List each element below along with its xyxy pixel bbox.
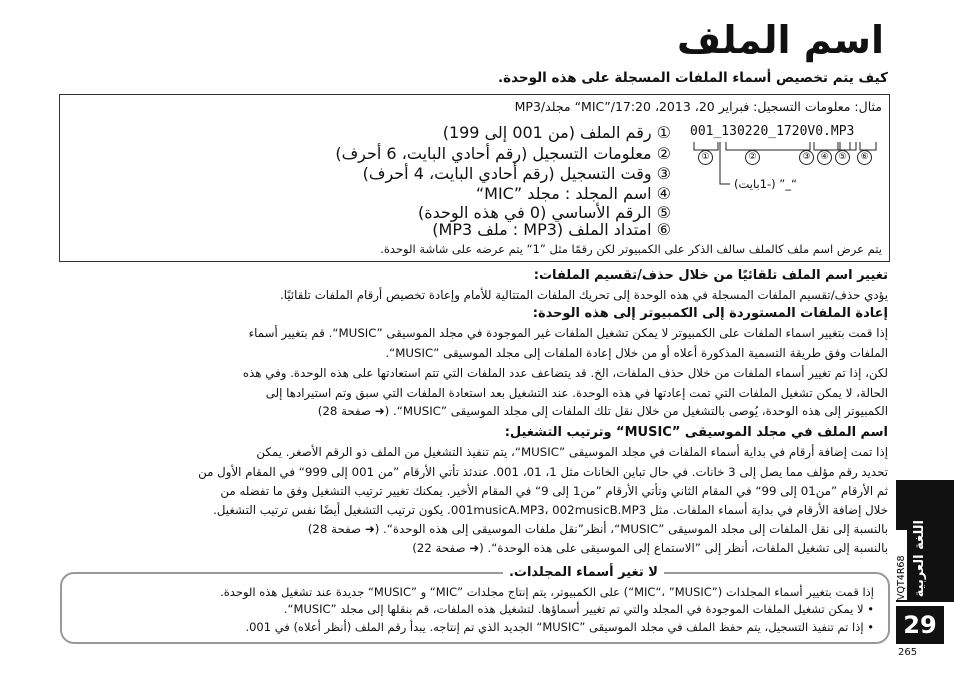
language-label: اللغة العربية (912, 520, 927, 598)
section2-line: لكن، إذا تم تغيير أسماء الملفات من خلال حذف الملفات، الخ. قد يتضاعف عدد الملفات التي تتم استعادتها على هذه الوحدة. وفي هذه (242, 366, 888, 380)
underscore-note: “_” (-1بايت) (734, 177, 797, 191)
page-number: 29 (896, 606, 944, 644)
marker-4: ④ (817, 150, 832, 165)
section2-heading: إعادة الملفات المستوردة إلى الكمبيوتر إلى هذه الوحدة: (532, 306, 888, 321)
marker-2: ② (745, 150, 760, 165)
marker-1: ① (698, 150, 713, 165)
section3-line: خلال إضافة الأرقام في بداية أسماء الملفات. مثل 001musicA.MP3، 002musicB.MP3. يكون ترتيب التشغيل أيضًا نفس ترتيب التشغيل. (213, 503, 888, 517)
example-item-6: ⑥ امتداد الملف (MP3 : ملف MP3) (432, 220, 671, 239)
note-line: إذا قمت بتغيير أسماء المجلدات (”MIC“، ”MUSIC“) على الكمبيوتر، يتم إنتاج مجلدات ”MIC“ و ”MUSIC“ جديدة عند تشغيل هذه الوحدة. (220, 585, 874, 599)
model-code: VQT4R68 (896, 530, 907, 600)
section2-line: الحالة، لا يمكن تشغيل الملفات التي تمت إعادتها في هذه الوحدة. عند التشغيل بعد استعادة الملفات التي سبق وتم استيرادها إلى (265, 386, 888, 400)
example-filename: 001_130220_1720V0.MP3 (690, 124, 855, 139)
section3-heading: اسم الملف في مجلد الموسيقى ”MUSIC“ وترتيب التشغيل: (504, 425, 888, 440)
section3-line: بالنسبة إلى نقل الملفات إلى مجلد الموسيقى ”MUSIC“، أنظر”نقل ملفات الموسيقى إلى هذه الوحدة“. (➜ صفحة 28) (307, 522, 888, 536)
note-bullet: • إذا تم تنفيذ التسجيل، يتم حفظ الملف في مجلد الموسيقى ”MUSIC“ الجديد الذي تم إنتاجه. يبدأ رقم الملف (أنظر أعلاه) في 001. (245, 620, 874, 634)
page-subtitle: كيف يتم تخصيص أسماء الملفات المسجلة على هذه الوحدة. (498, 70, 888, 86)
example-item-3: ③ وقت التسجيل (رقم أحادي البايت، 4 أحرف) (362, 164, 671, 183)
page-title: اسم الملف (677, 18, 884, 62)
example-item-1: ① رقم الملف (من 001 إلى 199) (442, 123, 671, 142)
note-heading: لا تغير أسماء المجلدات. (503, 565, 664, 580)
section3-line: بالنسبة إلى تشغيل الملفات، أنظر إلى ”الاستماع إلى الموسيقى على هذه الوحدة“. (➜ صفحة 22) (412, 541, 888, 555)
section2-line: الكمبيوتر إلى هذه الوحدة، يُوصى بالتشغيل من خلال نقل تلك الملفات إلى مجلد الموسيقى ”MUSIC“. (➜ صفحة 28) (317, 404, 888, 418)
section3-line: إذا تمت إضافة أرقام في بداية أسماء الملفات في مجلد الموسيقى ”MUSIC“، يتم تنفيذ التشغيل من الملف ذو الرقم الأصغر. يمكن (256, 445, 888, 459)
marker-6: ⑥ (857, 150, 872, 165)
section2-line: إذا قمت بتغيير اسماء الملفات على الكمبيوتر لا يمكن تشغيل الملفات غير الموجودة في مجلد الموسيقى ”MUSIC“. قم بتغيير أسماء (248, 326, 888, 340)
section3-line: ثم الأرقام ”من01 إلى 99“ في المقام الثاني وتأتي الأرقام ”من1 إلى 9“ في المقام الأخير. يمكنك تغيير ترتيب التشغيل وفق ما تفضله من (220, 484, 888, 498)
section3-line: تحديد رقم مؤلف مما يصل إلى 3 خانات. في حال تباين الخانات مثل 1، 01، 001. عندئذ تأتي الأرقام ”من 001 إلى 999“ في المقام الأول من (198, 465, 888, 479)
example-footer: يتم عرض اسم ملف كالملف سالف الذكر على الكمبيوتر لكن رقمًا مثل ”1“ يتم عرضه على شاشة الوحدة. (380, 242, 882, 256)
example-item-5: ⑤ الرقم الأساسي (0 في هذه الوحدة) (417, 203, 671, 222)
example-item-4: ④ اسم المجلد : مجلد ”MIC“ (475, 184, 671, 203)
marker-3: ③ (799, 150, 814, 165)
marker-5: ⑤ (835, 150, 850, 165)
section1-text: يؤدي حذف/تقسيم الملفات المسجلة في هذه الوحدة إلى تحريك الملفات المتتالية للأمام وإعادة تخصيص أرقام الملفات تلقائيًا. (280, 288, 888, 302)
section1-heading: تغيير اسم الملف تلقائيًا من خلال حذف/تقسيم الملفات: (533, 268, 888, 283)
note-bullet: • لا يمكن تشغيل الملفات الموجودة في المجلد والتي تم تغيير أسماؤها. لتشغيل هذه الملفات، قم بنقلها إلى مجلد ”MUSIC“. (283, 602, 874, 616)
section2-line: الملفات وفق طريقة التسمية المذكورة أعلاه أو من خلال إعادة الملفات إلى مجلد الموسيقى ”MUSIC“. (385, 346, 888, 360)
global-page-number: 265 (898, 647, 918, 658)
example-item-2: ② معلومات التسجيل (رقم أحادي البايت، 6 أحرف) (335, 144, 671, 163)
example-intro: مثال: معلومات التسجيل: فبراير 20، 2013، 17:20/”MIC“ مجلد/MP3 (514, 99, 882, 114)
